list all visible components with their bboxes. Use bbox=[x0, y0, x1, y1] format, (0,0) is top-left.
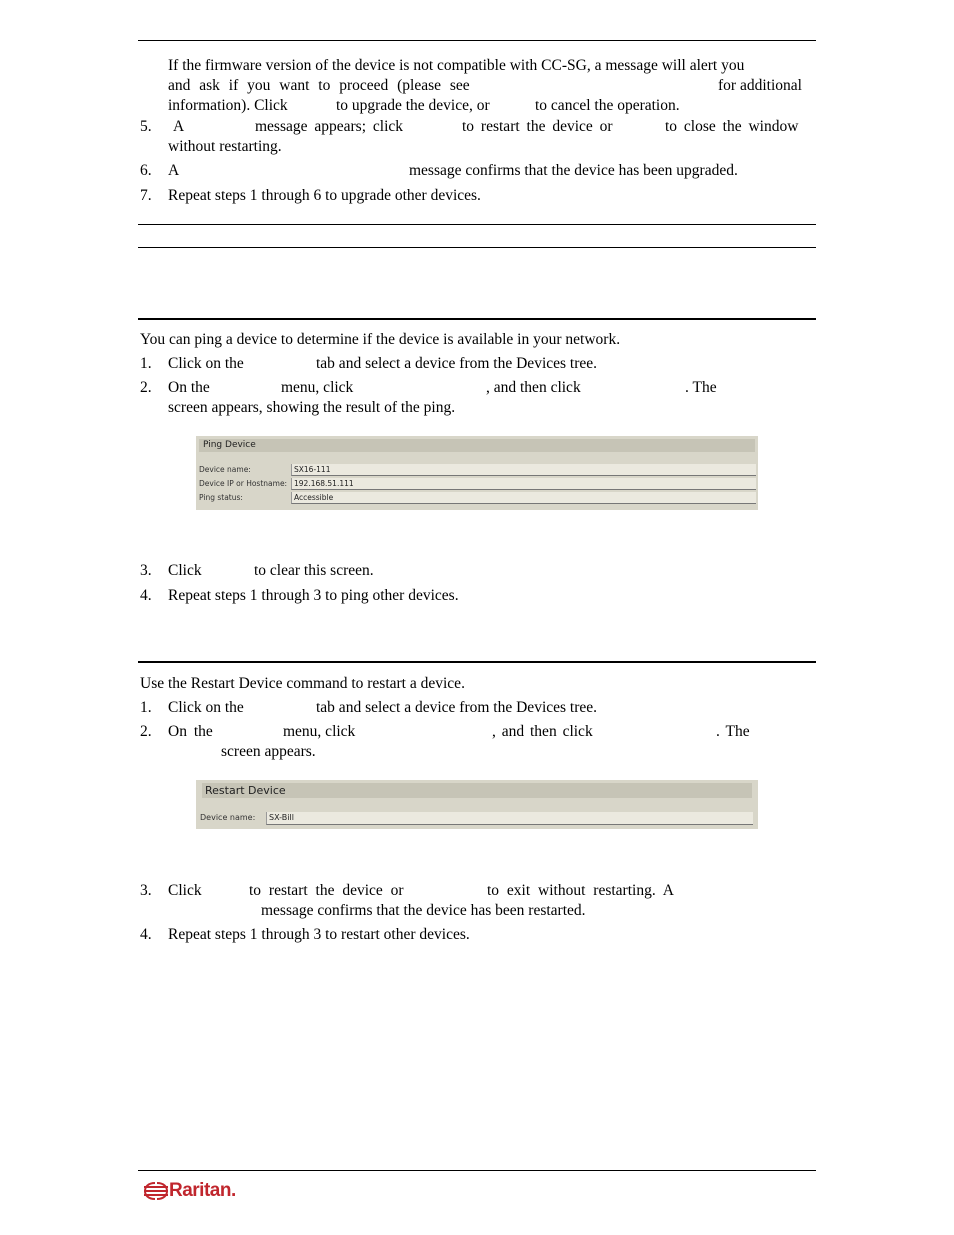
restart-step2-e: screen appears. bbox=[221, 743, 316, 760]
section-heading-rule bbox=[138, 661, 816, 663]
step-number: 7. bbox=[140, 187, 152, 204]
ping-status-label: Ping status: bbox=[199, 493, 243, 502]
step5-e: without restarting. bbox=[168, 138, 282, 155]
device-ip-field: 192.168.51.111 bbox=[291, 478, 756, 490]
ping-step2-d: . The bbox=[685, 379, 717, 396]
step6-b: message confirms that the device has been upgraded. bbox=[409, 162, 738, 179]
ping-step3-b: to clear this screen. bbox=[254, 562, 374, 579]
upgrade-para-line2b: for additional bbox=[718, 77, 802, 94]
section-rule bbox=[138, 224, 816, 225]
ping-device-title: Ping Device bbox=[199, 439, 755, 452]
device-ip-label: Device IP or Hostname: bbox=[199, 479, 288, 488]
ping-status-field: Accessible bbox=[291, 492, 756, 504]
device-name-field: SX16-111 bbox=[291, 464, 756, 476]
header-rule bbox=[138, 40, 816, 41]
ping-step2-c: , and then click bbox=[486, 379, 581, 396]
device-name-label: Device name: bbox=[199, 465, 251, 474]
ping-step3-a: Click bbox=[168, 562, 202, 579]
ping-step1-b: tab and select a device from the Devices tree. bbox=[316, 355, 598, 372]
restart-step1-a: Click on the bbox=[168, 699, 244, 716]
step5-d: to close the window bbox=[665, 118, 799, 135]
upgrade-para-line3b: to upgrade the device, or bbox=[336, 97, 490, 114]
step-number: 2. bbox=[140, 379, 152, 396]
raritan-logo-icon bbox=[143, 1181, 169, 1201]
restart-device-title: Restart Device bbox=[202, 783, 752, 798]
section-rule bbox=[138, 247, 816, 248]
step-number: 4. bbox=[140, 587, 152, 604]
restart-step2-d: . The bbox=[716, 723, 750, 740]
restart-step3-b: to restart the device or bbox=[249, 882, 404, 899]
restart-step2-a: On the bbox=[168, 723, 213, 740]
step5-c: to restart the device or bbox=[462, 118, 613, 135]
restart-step2-c: , and then click bbox=[492, 723, 593, 740]
ping-step1-a: Click on the bbox=[168, 355, 244, 372]
restart-step3-a: Click bbox=[168, 882, 202, 899]
step-number: 6. bbox=[140, 162, 152, 179]
step-number: 1. bbox=[140, 699, 152, 716]
ping-step2-a: On the bbox=[168, 379, 210, 396]
upgrade-para-line1: If the firmware version of the device is not compatible with CC-SG, a message will alert you bbox=[168, 57, 745, 74]
raritan-logo-text: Raritan. bbox=[169, 1180, 236, 1201]
section-heading-rule bbox=[138, 318, 816, 320]
ping-device-screenshot bbox=[196, 436, 758, 510]
step-number: 1. bbox=[140, 355, 152, 372]
step5-b: message appears; click bbox=[255, 118, 404, 135]
step-number: 3. bbox=[140, 882, 152, 899]
device-name-field: SX-Bill bbox=[266, 812, 753, 825]
restart-step3-c: to exit without restarting. A bbox=[487, 882, 674, 899]
restart-step4: Repeat steps 1 through 3 to restart other devices. bbox=[168, 926, 470, 943]
step5-a: A bbox=[173, 118, 185, 135]
ping-step4: Repeat steps 1 through 3 to ping other devices. bbox=[168, 587, 459, 604]
device-name-label: Device name: bbox=[200, 813, 256, 822]
ping-step2-e: screen appears, showing the result of the ping. bbox=[168, 399, 456, 416]
ping-intro: You can ping a device to determine if the device is available in your network. bbox=[140, 331, 621, 348]
restart-step2-b: menu, click bbox=[283, 723, 356, 740]
upgrade-para-line2a: and ask if you want to proceed (please see bbox=[168, 77, 470, 94]
footer-rule bbox=[138, 1170, 816, 1171]
restart-intro: Use the Restart Device command to restart a device. bbox=[140, 675, 465, 692]
ping-step2-b: menu, click bbox=[281, 379, 354, 396]
step7: Repeat steps 1 through 6 to upgrade other devices. bbox=[168, 187, 481, 204]
step6-a: A bbox=[168, 162, 180, 179]
step-number: 3. bbox=[140, 562, 152, 579]
upgrade-para-line3c: to cancel the operation. bbox=[535, 97, 680, 114]
restart-step3-d: message confirms that the device has been restarted. bbox=[261, 902, 586, 919]
step-number: 2. bbox=[140, 723, 152, 740]
upgrade-para-line3a: information). Click bbox=[168, 97, 288, 114]
step-number: 4. bbox=[140, 926, 152, 943]
restart-step1-b: tab and select a device from the Devices tree. bbox=[316, 699, 598, 716]
restart-device-screenshot bbox=[196, 780, 758, 829]
raritan-logo bbox=[143, 1180, 236, 1202]
step-number: 5. bbox=[140, 118, 152, 135]
